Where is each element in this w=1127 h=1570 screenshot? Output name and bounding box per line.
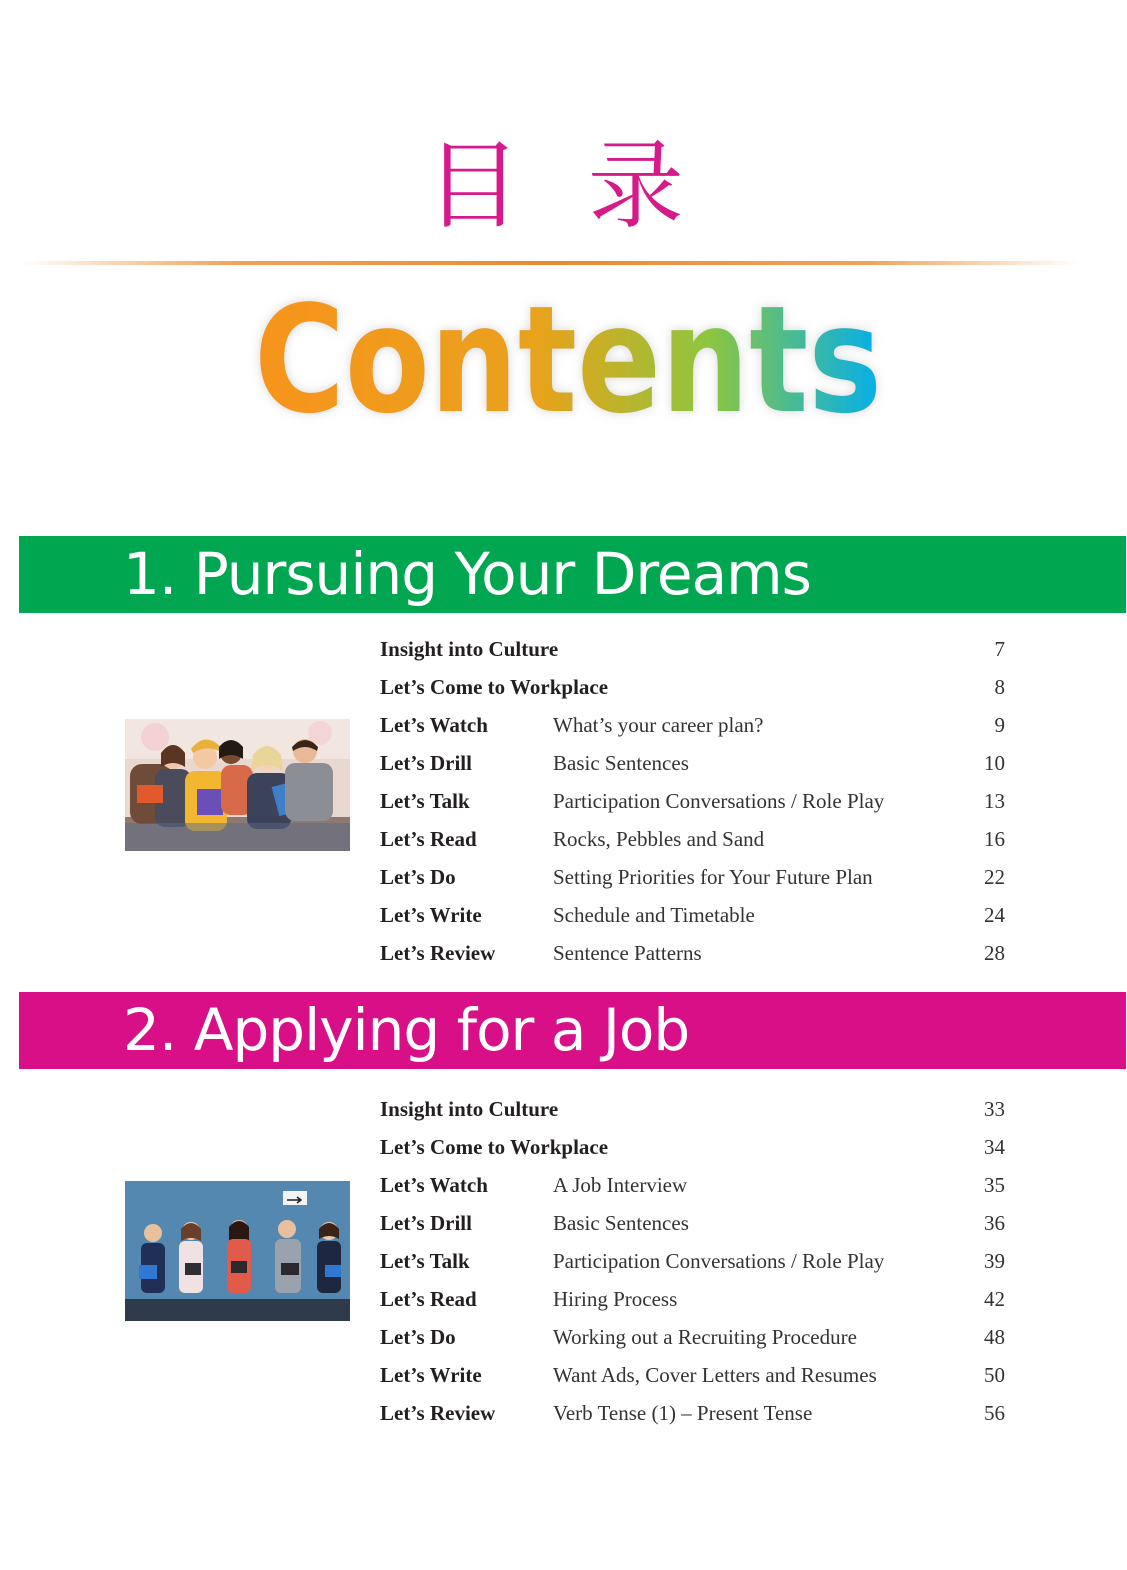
toc-topic: Participation Conversations / Role Play <box>553 1249 885 1273</box>
toc-section: Let’s Review <box>380 941 496 965</box>
toc-topic: Basic Sentences <box>553 1211 689 1235</box>
toc-row[interactable] <box>380 1204 1005 1242</box>
toc-row[interactable] <box>380 1280 1005 1318</box>
contents-title: Contents <box>254 276 882 436</box>
toc-topic: Participation Conversations / Role Play <box>553 789 885 813</box>
toc-topic: A Job Interview <box>553 1173 688 1197</box>
unit-1-heading: 1. Pursuing Your Dreams <box>19 536 1126 613</box>
toc-page-number: 10 <box>984 751 1005 775</box>
toc-section: Let’s Do <box>380 865 456 889</box>
unit-2-toc <box>380 1090 1005 1432</box>
toc-topic: Hiring Process <box>553 1287 678 1311</box>
toc-topic: Sentence Patterns <box>553 941 702 965</box>
toc-page-number: 16 <box>984 827 1005 851</box>
toc-page-number: 42 <box>984 1287 1005 1311</box>
toc-row[interactable] <box>380 1318 1005 1356</box>
toc-topic: Basic Sentences <box>553 751 689 775</box>
toc-row[interactable] <box>380 1166 1005 1204</box>
toc-row[interactable] <box>380 630 1005 668</box>
toc-row[interactable] <box>380 858 1005 896</box>
toc-page-number: 50 <box>984 1363 1005 1387</box>
toc-page-number: 48 <box>984 1325 1005 1349</box>
toc-section: Let’s Do <box>380 1325 456 1349</box>
toc-row[interactable] <box>380 744 1005 782</box>
toc-section: Insight into Culture <box>380 1097 559 1121</box>
toc-section: Let’s Write <box>380 903 482 927</box>
unit-1-toc <box>380 630 1005 972</box>
toc-section: Let’s Watch <box>380 1173 488 1197</box>
toc-topic: Rocks, Pebbles and Sand <box>553 827 765 851</box>
toc-topic: What’s your career plan? <box>553 713 764 737</box>
toc-page-number: 13 <box>984 789 1005 813</box>
toc-row[interactable] <box>380 820 1005 858</box>
toc-row[interactable] <box>380 1356 1005 1394</box>
toc-section: Let’s Drill <box>380 1211 472 1235</box>
toc-row[interactable] <box>380 782 1005 820</box>
toc-row[interactable] <box>380 668 1005 706</box>
toc-section: Let’s Drill <box>380 751 472 775</box>
toc-section: Let’s Write <box>380 1363 482 1387</box>
title-divider <box>20 261 1080 265</box>
toc-topic: Schedule and Timetable <box>553 903 755 927</box>
unit-2-heading: 2. Applying for a Job <box>19 992 1126 1069</box>
toc-topic: Working out a Recruiting Procedure <box>553 1325 857 1349</box>
toc-section: Let’s Talk <box>380 789 470 813</box>
toc-page-number: 9 <box>994 713 1005 737</box>
toc-row[interactable] <box>380 934 1005 972</box>
toc-row[interactable] <box>380 1090 1005 1128</box>
toc-page-number: 56 <box>984 1401 1005 1425</box>
toc-page-number: 33 <box>984 1097 1005 1121</box>
toc-row[interactable] <box>380 706 1005 744</box>
toc-section: Let’s Come to Workplace <box>380 1135 609 1159</box>
contents-title-graphic <box>0 276 1127 436</box>
chinese-title: 目 录 <box>425 130 702 242</box>
toc-page-number: 22 <box>984 865 1005 889</box>
toc-section: Let’s Watch <box>380 713 488 737</box>
toc-topic: Verb Tense (1) – Present Tense <box>553 1401 813 1425</box>
toc-page-number: 28 <box>984 941 1005 965</box>
toc-row[interactable] <box>380 1128 1005 1166</box>
toc-row[interactable] <box>380 896 1005 934</box>
toc-section: Let’s Read <box>380 827 477 851</box>
toc-row[interactable] <box>380 1242 1005 1280</box>
toc-page-number: 36 <box>984 1211 1005 1235</box>
toc-section: Let’s Talk <box>380 1249 470 1273</box>
toc-section: Let’s Come to Workplace <box>380 675 609 699</box>
unit-1-photo-students <box>125 719 350 851</box>
toc-page-number: 8 <box>994 675 1005 699</box>
toc-page-number: 35 <box>984 1173 1005 1197</box>
toc-section: Let’s Review <box>380 1401 496 1425</box>
toc-topic: Setting Priorities for Your Future Plan <box>553 865 873 889</box>
contents-title-wrap <box>0 276 1127 436</box>
toc-topic: Want Ads, Cover Letters and Resumes <box>553 1363 877 1387</box>
toc-section: Let’s Read <box>380 1287 477 1311</box>
toc-page-number: 39 <box>984 1249 1005 1273</box>
toc-row[interactable] <box>380 1394 1005 1432</box>
toc-section: Insight into Culture <box>380 637 559 661</box>
toc-page-number: 34 <box>984 1135 1005 1159</box>
toc-page-number: 24 <box>984 903 1005 927</box>
unit-2-photo-interview-candidates <box>125 1181 350 1321</box>
toc-page-number: 7 <box>994 637 1005 661</box>
